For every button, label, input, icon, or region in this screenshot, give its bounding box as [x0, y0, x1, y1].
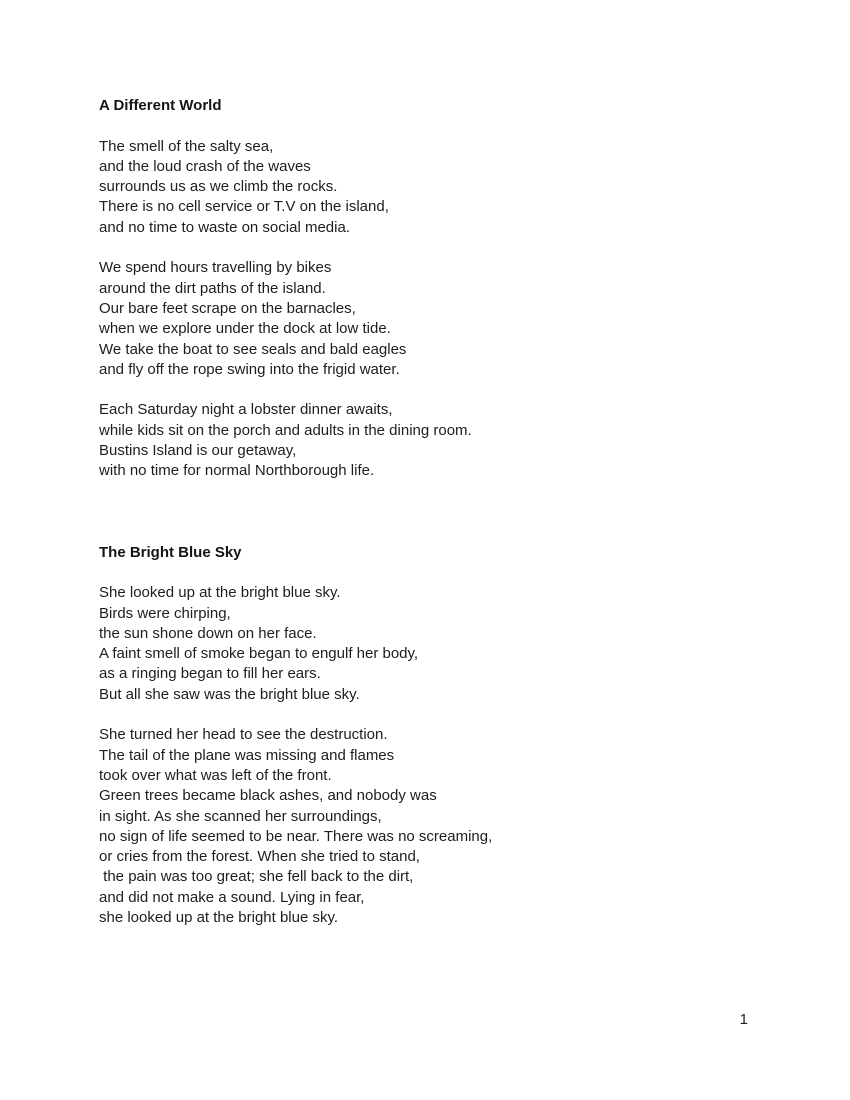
- poem-title: The Bright Blue Sky: [99, 543, 242, 561]
- poem-line: The smell of the salty sea,: [99, 137, 274, 155]
- poem-line: Bustins Island is our getaway,: [99, 442, 297, 460]
- poem-line: while kids sit on the porch and adults in the dining room.: [99, 421, 472, 439]
- stanza: [99, 583, 750, 705]
- poem-line: But all she saw was the bright blue sky.: [99, 685, 360, 703]
- poem-line: We spend hours travelling by bikes: [99, 259, 332, 277]
- stanza: [99, 137, 750, 238]
- poem-line: took over what was left of the front.: [99, 766, 332, 784]
- poem-line: the sun shone down on her face.: [99, 624, 317, 642]
- poem-line: She turned her head to see the destruction.: [99, 726, 388, 744]
- poem-line: A faint smell of smoke began to engulf her body,: [99, 645, 419, 663]
- poem-line: in sight. As she scanned her surroundings,: [99, 807, 382, 825]
- page-number: 1: [739, 1011, 748, 1028]
- poem-a-different-world: [99, 96, 750, 482]
- stanza: [99, 725, 750, 928]
- poem-line: and did not make a sound. Lying in fear,: [99, 888, 365, 906]
- poem-line: She looked up at the bright blue sky.: [99, 584, 341, 602]
- poem-line: Green trees became black ashes, and nobody was: [99, 787, 437, 805]
- poem-line: with no time for normal Northborough life.: [99, 462, 375, 480]
- stanza: [99, 258, 750, 380]
- poem-line: Each Saturday night a lobster dinner awaits,: [99, 401, 393, 419]
- poem-line: the pain was too great; she fell back to the dirt,: [99, 868, 414, 886]
- poem-line: surrounds us as we climb the rocks.: [99, 178, 338, 196]
- poem-line: Birds were chirping,: [99, 604, 231, 622]
- poem-line: when we explore under the dock at low tide.: [99, 320, 391, 338]
- poem-line: or cries from the forest. When she tried to stand,: [99, 848, 420, 866]
- poem-line: no sign of life seemed to be near. There was no screaming,: [99, 827, 493, 845]
- stanza: [99, 400, 750, 481]
- poem-line: We take the boat to see seals and bald eagles: [99, 340, 407, 358]
- poem-line: Our bare feet scrape on the barnacles,: [99, 299, 356, 317]
- poem-line: and fly off the rope swing into the frigid water.: [99, 360, 400, 378]
- poem-line: she looked up at the bright blue sky.: [99, 908, 339, 926]
- poem-line: There is no cell service or T.V on the island,: [99, 198, 389, 216]
- poem-line: The tail of the plane was missing and flames: [99, 746, 395, 764]
- poem-line: and no time to waste on social media.: [99, 218, 350, 236]
- poem-line: around the dirt paths of the island.: [99, 279, 326, 297]
- poem-title: A Different World: [99, 97, 222, 114]
- poem-line: and the loud crash of the waves: [99, 157, 311, 175]
- poem-line: as a ringing began to fill her ears.: [99, 665, 321, 683]
- poem-the-bright-blue-sky: [99, 543, 750, 929]
